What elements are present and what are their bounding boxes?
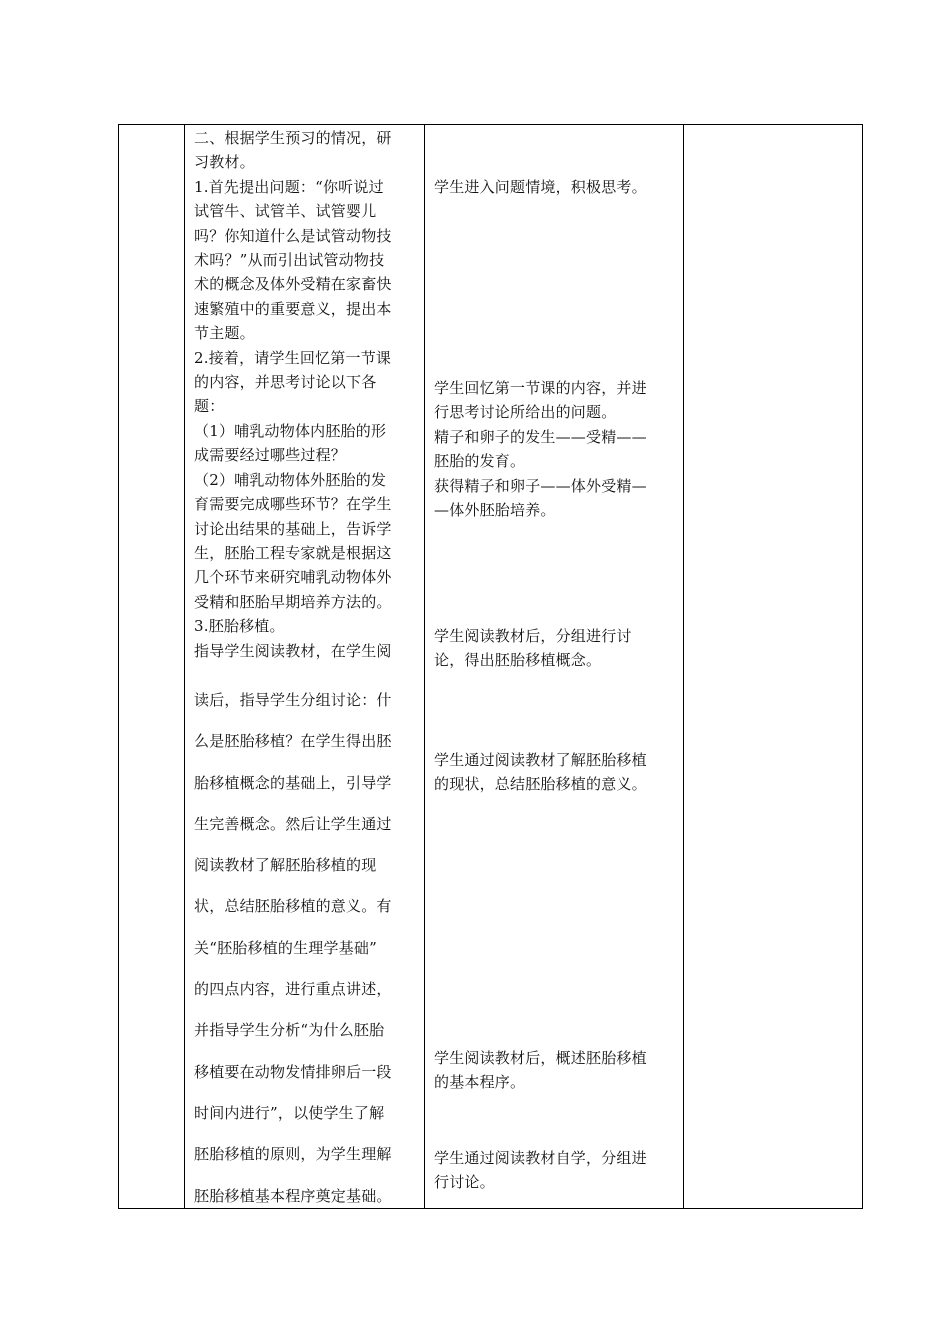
text-line: 习教材。	[194, 153, 255, 172]
student-activity-block	[434, 376, 647, 522]
text-line: 行思考讨论所给出的问题。	[434, 403, 617, 422]
text-line: 成需要经过哪些过程？	[194, 446, 347, 465]
student-activity-block	[434, 1046, 647, 1095]
text-line: 的基本程序。	[434, 1073, 526, 1092]
text-line: 学生阅读教材后，概述胚胎移植	[434, 1049, 647, 1067]
text-line: 状，总结胚胎移植的意义。有	[194, 897, 392, 916]
text-line: 时间内进行”，以使学生了解	[194, 1103, 385, 1122]
text-line: 行讨论。	[434, 1173, 495, 1192]
text-line: 读后，指导学生分组讨论：什	[194, 691, 392, 709]
text-line: 试管牛、试管羊、试管婴儿	[194, 202, 377, 221]
text-line: 学生回忆第一节课的内容，并进	[434, 379, 647, 397]
student-activity-cell	[425, 125, 683, 1208]
student-activity-block	[434, 624, 632, 673]
text-line: 生完善概念。然后让学生通过	[194, 814, 392, 833]
text-line: 题：	[194, 397, 225, 416]
text-line: 获得精子和卵子——体外受精—	[434, 476, 647, 495]
text-line: 受精和胚胎早期培养方法的。	[194, 592, 392, 611]
text-line: 胚胎的发育。	[434, 452, 526, 471]
text-line: 讨论出结果的基础上，告诉学	[194, 519, 392, 538]
text-line: 1.首先提出问题：“你听说过	[194, 177, 384, 196]
text-line: 阅读教材了解胚胎移植的现	[194, 856, 377, 875]
text-line: 吗？你知道什么是试管动物技	[194, 226, 392, 245]
text-line: 学生通过阅读教材自学，分组进	[434, 1149, 647, 1167]
text-line: 学生阅读教材后，分组进行讨	[434, 627, 632, 645]
text-line: 精子和卵子的发生——受精——	[434, 427, 647, 446]
text-line: 3.胚胎移植。	[194, 617, 285, 636]
text-line: （2）哺乳动物体外胚胎的发	[194, 470, 387, 489]
student-activity-block	[434, 748, 647, 797]
text-line: 关“胚胎移植的生理学基础”	[194, 938, 377, 957]
text-line: 速繁殖中的重要意义，提出本	[194, 299, 392, 318]
cell-empty-left	[119, 125, 184, 1208]
text-line: 么是胚胎移植？在学生得出胚	[194, 732, 392, 751]
text-line: 的内容，并思考讨论以下各	[194, 373, 377, 392]
teacher-activity-text-dense	[194, 126, 392, 663]
text-line: 移植要在动物发情排卵后一段	[194, 1062, 392, 1081]
text-line: 学生进入问题情境，积极思考。	[434, 178, 647, 196]
text-line: 的四点内容，进行重点讲述，	[194, 980, 392, 999]
text-line: 2.接着，请学生回忆第一节课	[194, 348, 392, 367]
text-line: 胎移植概念的基础上，引导学	[194, 773, 392, 792]
text-line: 胚胎移植的原则，为学生理解	[194, 1145, 392, 1164]
lesson-plan-table	[118, 124, 863, 1209]
text-line: 的现状，总结胚胎移植的意义。	[434, 775, 647, 794]
text-line: 生，胚胎工程专家就是根据这	[194, 543, 392, 562]
text-line: 学生通过阅读教材了解胚胎移植	[434, 751, 647, 769]
teacher-activity-text-loose	[194, 680, 392, 1217]
text-line: 术的概念及体外受精在家畜快	[194, 275, 392, 294]
text-line: 二、根据学生预习的情况，研	[194, 129, 392, 147]
text-line: 并指导学生分析“为什么胚胎	[194, 1021, 385, 1040]
text-line: 几个环节来研究哺乳动物体外	[194, 568, 392, 587]
teacher-activity-cell	[185, 125, 424, 1208]
text-line: （1）哺乳动物体内胚胎的形	[194, 421, 387, 440]
student-activity-block	[434, 175, 647, 199]
text-line: 节主题。	[194, 324, 255, 343]
text-line: 育需要完成哪些环节？在学生	[194, 495, 392, 514]
text-line: 胚胎移植基本程序奠定基础。	[194, 1186, 392, 1205]
student-activity-block	[434, 1146, 647, 1195]
text-line: 指导学生阅读教材，在学生阅	[194, 641, 392, 660]
text-line: 论，得出胚胎移植概念。	[434, 651, 602, 670]
text-line: 术吗？”从而引出试管动物技	[194, 251, 385, 270]
cell-empty-right	[684, 125, 862, 1208]
text-line: —体外胚胎培养。	[434, 501, 556, 520]
